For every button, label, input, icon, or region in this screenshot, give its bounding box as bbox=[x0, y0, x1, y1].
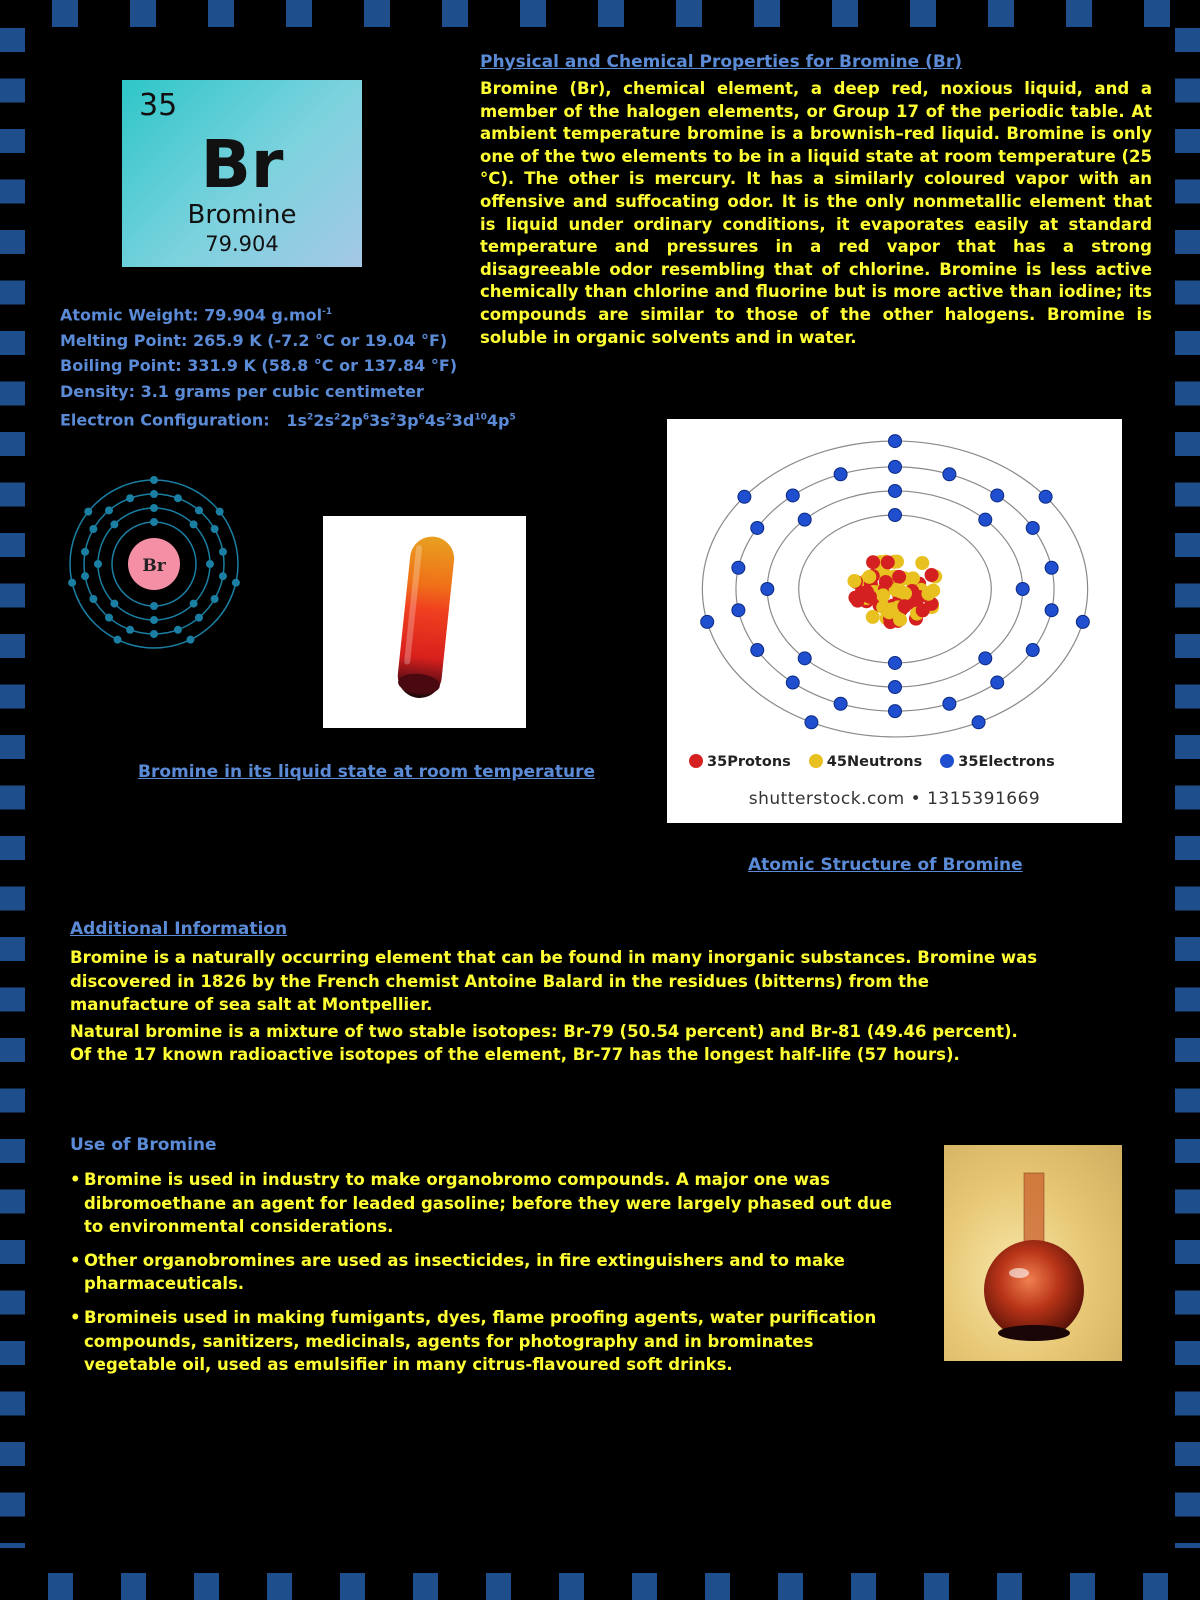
uses-heading: Use of Bromine bbox=[70, 1135, 217, 1155]
frame-top-border bbox=[0, 0, 1200, 27]
electron bbox=[150, 518, 158, 526]
electron bbox=[991, 676, 1004, 689]
electron bbox=[889, 435, 902, 448]
electron bbox=[805, 716, 818, 729]
neutron bbox=[866, 610, 880, 624]
electron bbox=[834, 468, 847, 481]
atomic-structure-caption: Atomic Structure of Bromine bbox=[748, 855, 1023, 875]
electron-configuration-value bbox=[286, 411, 515, 430]
electron bbox=[110, 600, 118, 608]
config-term: $2p^6$ bbox=[340, 410, 370, 430]
electron bbox=[1045, 561, 1058, 574]
electron bbox=[798, 652, 811, 665]
electron bbox=[190, 520, 198, 528]
electron bbox=[150, 504, 158, 512]
electron bbox=[195, 506, 203, 514]
density: Density: 3.1 grams per cubic centimeter bbox=[60, 381, 424, 401]
electron-dot-icon bbox=[940, 754, 954, 768]
legend-electrons: 35Electrons bbox=[940, 754, 1055, 770]
electron bbox=[150, 476, 158, 484]
electron-shell-diagram bbox=[66, 476, 242, 652]
electron bbox=[190, 600, 198, 608]
neutron-dot-icon bbox=[809, 754, 823, 768]
legend-neutrons: 45Neutrons bbox=[809, 754, 922, 770]
liquid-caption: Bromine in its liquid state at room temperature bbox=[138, 762, 596, 782]
electron bbox=[195, 614, 203, 622]
atomic-structure-image bbox=[667, 419, 1122, 823]
additional-heading: Additional Information bbox=[70, 919, 288, 939]
electron bbox=[1026, 521, 1039, 534]
element-mass: 79.904 bbox=[205, 232, 279, 256]
electron bbox=[1026, 644, 1039, 657]
electron bbox=[89, 525, 97, 533]
electron bbox=[219, 572, 227, 580]
electron bbox=[889, 509, 902, 522]
electron bbox=[732, 604, 745, 617]
electron bbox=[701, 615, 714, 628]
electron bbox=[81, 572, 89, 580]
electron-configuration: Electron Configuration: $1s^22s^22p^63s^23p^64s^23d^{10}4p^5$ bbox=[60, 410, 516, 430]
electron bbox=[206, 560, 214, 568]
list-item: • Other organobromines are used as insecticides, in fire extinguishers and to make pharmaceuticals. bbox=[70, 1249, 910, 1296]
proton bbox=[863, 590, 877, 604]
electron bbox=[110, 520, 118, 528]
electron bbox=[889, 705, 902, 718]
electron bbox=[889, 656, 902, 669]
electron bbox=[889, 484, 902, 497]
additional-paragraph: Natural bromine is a mixture of two stable isotopes: Br-79 (50.54 percent) and Br-81 (49.46 percent). Of the 17 known radioactive isotopes of the element, Br-77 has the longest half-life (57 hours). bbox=[70, 1021, 1018, 1065]
electron bbox=[84, 508, 92, 516]
electron bbox=[761, 583, 774, 596]
electron bbox=[979, 513, 992, 526]
electron bbox=[991, 489, 1004, 502]
config-term: $2s^2$ bbox=[313, 410, 341, 430]
electron bbox=[150, 630, 158, 638]
electron bbox=[219, 548, 227, 556]
electron bbox=[150, 616, 158, 624]
config-term: $3p^6$ bbox=[396, 410, 425, 430]
electron bbox=[972, 716, 985, 729]
neutron bbox=[898, 586, 912, 600]
electron bbox=[186, 636, 194, 644]
electron bbox=[216, 508, 224, 516]
electron bbox=[1039, 490, 1052, 503]
neutron bbox=[862, 570, 876, 584]
frame-right-border bbox=[1175, 28, 1200, 1548]
config-term: $1s^2$ bbox=[286, 410, 314, 430]
electron bbox=[1076, 615, 1089, 628]
element-tile bbox=[122, 80, 362, 267]
electron bbox=[114, 636, 122, 644]
bromine-flask-photo bbox=[944, 1145, 1122, 1361]
proton bbox=[925, 568, 939, 582]
atomic-weight: Atomic Weight: 79.904 g.mol$^{-1}$ bbox=[60, 305, 333, 325]
list-item: • Bromineis used in making fumigants, dyes, flame proofing agents, water purification compounds, sanitizers, medicinals, agents for photography and in brominates vegetable oil, used as emulsifier in many citrus-flavoured soft drinks. bbox=[70, 1306, 910, 1377]
vial-image bbox=[323, 516, 526, 728]
electron bbox=[889, 460, 902, 473]
melting-point: Melting Point: 265.9 K (-7.2 °C or 19.04 °F) bbox=[60, 330, 448, 350]
electron bbox=[834, 697, 847, 710]
electron bbox=[798, 513, 811, 526]
element-name: Bromine bbox=[187, 200, 297, 230]
electron bbox=[1045, 604, 1058, 617]
flask-image bbox=[944, 1145, 1122, 1361]
additional-paragraph: Bromine is a naturally occurring element that can be found in many inorganic substances. Bromine was discovered in 1826 by the French chemist Antoine Balard in the residues (bitterns) from the manufacture of sea salt at Montpellier. bbox=[70, 948, 1038, 1015]
liquid-bromine-photo bbox=[323, 516, 526, 728]
proton bbox=[866, 555, 880, 569]
electron bbox=[150, 490, 158, 498]
uses-list bbox=[70, 1168, 910, 1387]
config-term: $3s^2$ bbox=[369, 410, 397, 430]
proton bbox=[892, 570, 906, 584]
electron bbox=[211, 595, 219, 603]
electron bbox=[889, 681, 902, 694]
proton-dot-icon bbox=[689, 754, 703, 768]
electron bbox=[738, 490, 751, 503]
electron bbox=[68, 579, 76, 587]
atomic-number: 35 bbox=[139, 88, 178, 123]
neutron bbox=[847, 574, 861, 588]
image-watermark: shutterstock.com • 1315391669 bbox=[748, 789, 1041, 809]
electron bbox=[943, 697, 956, 710]
neutron bbox=[922, 587, 936, 601]
config-term: $4s^2$ bbox=[424, 410, 452, 430]
electron bbox=[751, 644, 764, 657]
electron bbox=[786, 676, 799, 689]
electron bbox=[232, 579, 240, 587]
electron bbox=[89, 595, 97, 603]
config-term: $3d^{10}$ bbox=[451, 410, 487, 430]
electron bbox=[174, 494, 182, 502]
atom-legend bbox=[689, 754, 1055, 770]
frame-bottom-border bbox=[0, 1573, 1200, 1600]
proton bbox=[881, 555, 895, 569]
list-item: • Bromine is used in industry to make organobromo compounds. A major one was dibromoethane an agent for leaded gasoline; before they were largely phased out due to environmental considerations. bbox=[70, 1168, 910, 1239]
electron bbox=[1016, 583, 1029, 596]
main-heading: Physical and Chemical Properties for Bromine (Br) bbox=[480, 52, 962, 72]
electron bbox=[94, 560, 102, 568]
boiling-point: Boiling Point: 331.9 K (58.8 °C or 137.84 °F) bbox=[60, 356, 458, 376]
nucleus-label: Br bbox=[142, 556, 166, 576]
element-symbol: Br bbox=[200, 126, 284, 203]
proton bbox=[879, 575, 893, 589]
proton bbox=[897, 599, 911, 613]
electron bbox=[979, 652, 992, 665]
additional-text bbox=[70, 946, 1040, 1070]
electron bbox=[105, 614, 113, 622]
properties-list bbox=[60, 300, 516, 433]
electron bbox=[150, 602, 158, 610]
electron bbox=[943, 468, 956, 481]
electron bbox=[126, 494, 134, 502]
electron bbox=[105, 506, 113, 514]
electron bbox=[732, 561, 745, 574]
main-description: Bromine (Br), chemical element, a deep red, noxious liquid, and a member of the halogen elements, or Group 17 of the periodic table. At ambient temperature bromine is a brownish–red liquid. Bromine is only one of the two elements to be in a liquid state at room temperature (25 °C). The other is mercury. It has a similarly coloured vapor with an offensive and suffocating odor. It is the only nonmetallic element that is liquid under ordinary conditions, it evaporates easily at standard temperature and pressures in a red vapor that has a strong disagreeable odor resembling that of chlorine. Bromine is less active chemically than chlorine and fluorine but is more active than iodine; its compounds are similar to those of the other halogens. Bromine is soluble in organic solvents and in water. bbox=[480, 79, 1152, 347]
frame-left-border bbox=[0, 28, 25, 1548]
config-term: $4p^5$ bbox=[486, 410, 516, 430]
electron bbox=[211, 525, 219, 533]
neutron bbox=[915, 556, 929, 570]
electron bbox=[126, 626, 134, 634]
electron bbox=[174, 626, 182, 634]
legend-protons: 35Protons bbox=[689, 754, 791, 770]
neutron bbox=[885, 602, 899, 616]
electron bbox=[786, 489, 799, 502]
electron bbox=[81, 548, 89, 556]
electron bbox=[751, 521, 764, 534]
neutron bbox=[876, 588, 890, 602]
